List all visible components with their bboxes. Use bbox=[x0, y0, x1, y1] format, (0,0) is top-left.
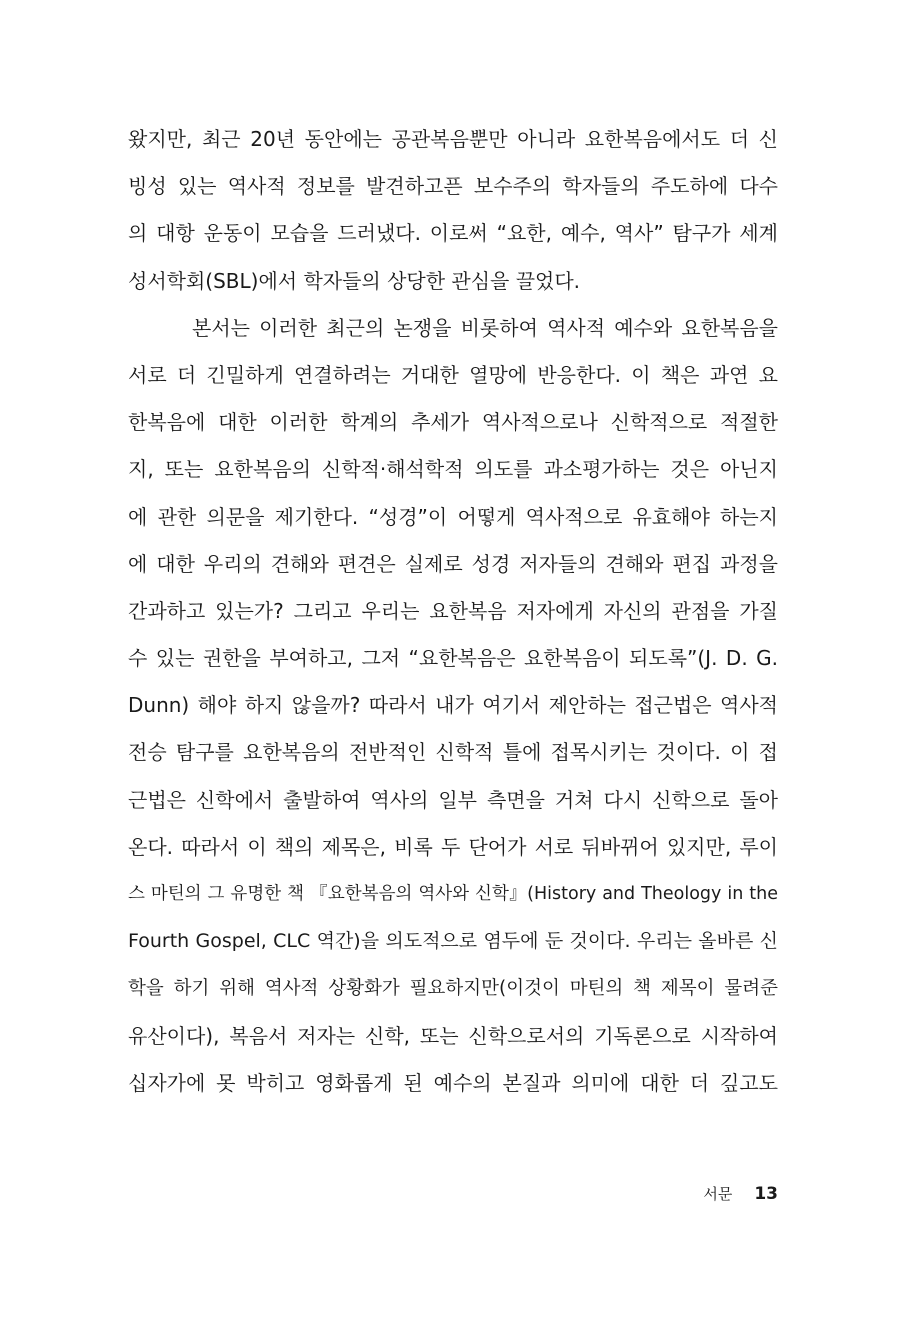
text-line: 한복음에 대한 이러한 학계의 추세가 역사적으로나 신학적으로 적절한 bbox=[128, 410, 778, 435]
text-line: 에 대한 우리의 견해와 편견은 실제로 성경 저자들의 견해와 편집 과정을 bbox=[128, 551, 778, 576]
text-line: 전승 탐구를 요한복음의 전반적인 신학적 틀에 접목시키는 것이다. 이 접 bbox=[128, 740, 778, 765]
page-number: 13 bbox=[754, 1184, 778, 1204]
text-line: 의 대항 운동이 모습을 드러냈다. 이로써 “요한, 예수, 역사” 탐구가 세계 bbox=[128, 221, 778, 246]
text-line: 서로 더 긴밀하게 연결하려는 거대한 열망에 반응한다. 이 책은 과연 요 bbox=[128, 362, 778, 387]
text-line: 왔지만, 최근 20년 동안에는 공관복음뿐만 아니라 요한복음에서도 더 신 bbox=[128, 127, 778, 151]
text-line: 빙성 있는 역사적 정보를 발견하고픈 보수주의 학자들의 주도하에 다수 bbox=[128, 174, 778, 199]
text-line: 십자가에 못 박히고 영화롭게 된 예수의 본질과 의미에 대한 더 깊고도 bbox=[128, 1070, 778, 1095]
paragraph-start-line: 본서는 이러한 최근의 논쟁을 비롯하여 역사적 예수와 요한복음을 bbox=[192, 315, 778, 340]
text-line: Dunn) 해야 하지 않을까? 따라서 내가 여기서 제안하는 접근법은 역사적 bbox=[128, 693, 778, 718]
text-line: 스 마틴의 그 유명한 책 『요한복음의 역사와 신학』(History and Theology in the bbox=[128, 884, 778, 904]
text-line: 성서학회(SBL)에서 학자들의 상당한 관심을 끌었다. bbox=[128, 268, 581, 293]
text-line: 유산이다), 복음서 저자는 신학, 또는 신학으로서의 기독론으로 시작하여 bbox=[128, 1023, 778, 1048]
text-line: 근법은 신학에서 출발하여 역사의 일부 측면을 거쳐 다시 신학으로 돌아 bbox=[128, 787, 778, 812]
running-footer-title: 서문 bbox=[703, 1185, 733, 1203]
text-line: 온다. 따라서 이 책의 제목은, 비록 두 단어가 서로 뒤바뀌어 있지만, 루이 bbox=[128, 834, 778, 859]
page-footer bbox=[703, 1183, 778, 1204]
text-line: 에 관한 의문을 제기한다. “성경”이 어떻게 역사적으로 유효해야 하는지 bbox=[128, 504, 778, 529]
text-line: 간과하고 있는가? 그리고 우리는 요한복음 저자에게 자신의 관점을 가질 bbox=[128, 598, 778, 623]
text-line: Fourth Gospel, CLC 역간)을 의도적으로 염두에 둔 것이다. 우리는 올바른 신 bbox=[128, 930, 778, 953]
text-line: 수 있는 권한을 부여하고, 그저 “요한복음은 요한복음이 되도록”(J. D. G. bbox=[128, 646, 778, 671]
text-line: 지, 또는 요한복음의 신학적·해석학적 의도를 과소평가하는 것은 아닌지 bbox=[128, 457, 778, 482]
body-text bbox=[128, 116, 778, 1107]
text-line: 학을 하기 위해 역사적 상황화가 필요하지만(이것이 마틴의 책 제목이 물려준 bbox=[128, 978, 778, 1000]
